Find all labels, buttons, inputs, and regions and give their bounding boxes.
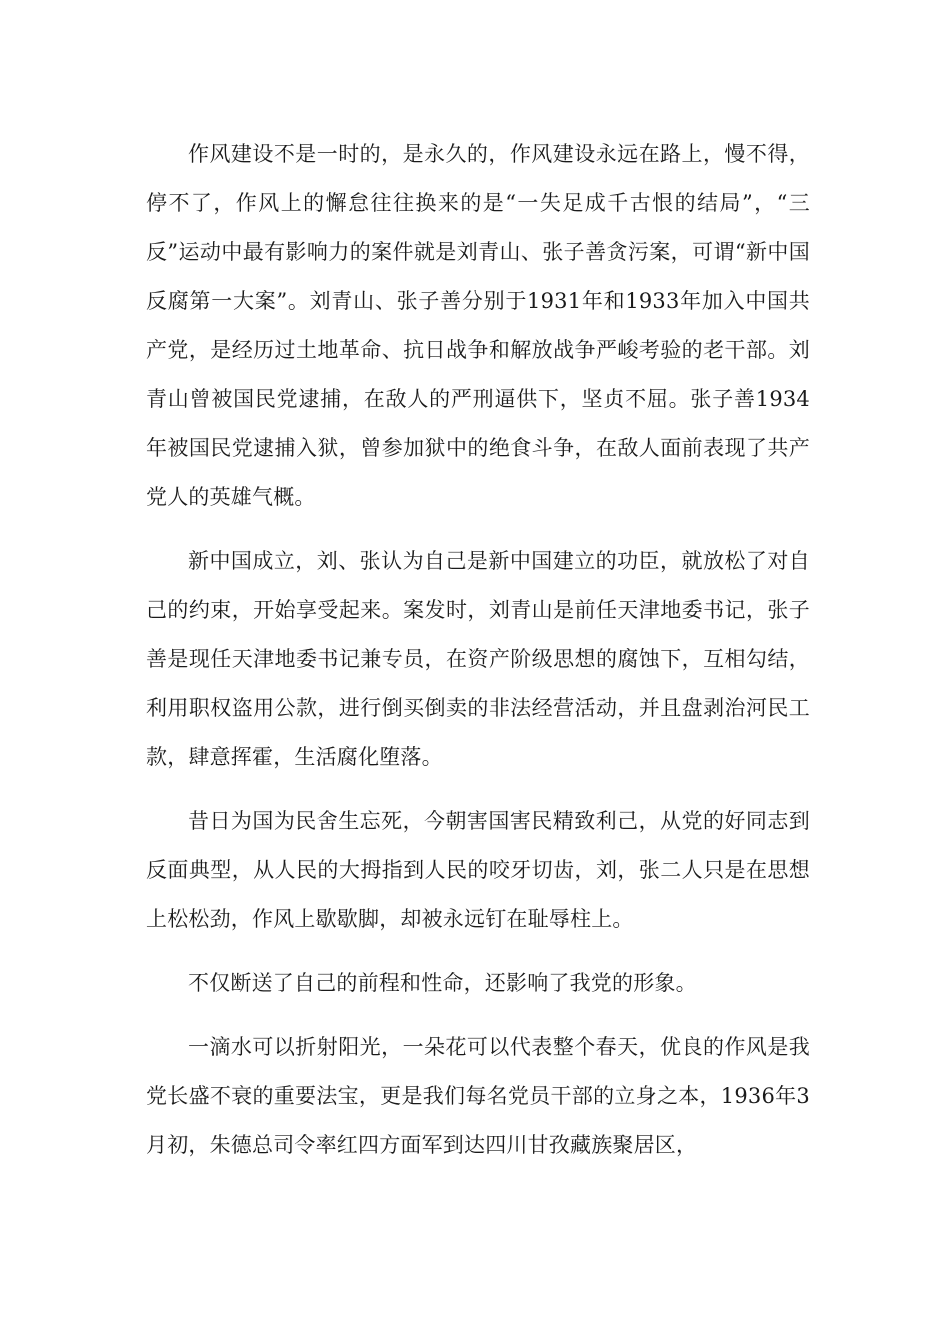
- paragraph-3: 昔日为国为民舍生忘死，今朝害国害民精致利己，从党的好同志到反面典型，从人民的大拇指到人民的咬牙切齿，刘，张二人只是在思想上松松劲，作风上歇歇脚，却被永远钉在耻辱柱上。: [146, 809, 810, 931]
- document-body: [146, 130, 810, 1185]
- paragraph-5: 一滴水可以折射阳光，一朵花可以代表整个春天，优良的作风是我党长盛不衰的重要法宝，更是我们每名党员干部的立身之本，1936年3月初，朱德总司令率红四方面军到达四川甘孜藏族聚居区，: [146, 1035, 810, 1157]
- paragraph-2: 新中国成立，刘、张认为自己是新中国建立的功臣，就放松了对自己的约束，开始享受起来。案发时，刘青山是前任天津地委书记，张子善是现任天津地委书记兼专员，在资产阶级思想的腐蚀下，互相勾结，利用职权盗用公款，进行倒买倒卖的非法经营活动，并且盘剥治河民工款，肆意挥霍，生活腐化堕落。: [146, 549, 810, 769]
- paragraph-4: 不仅断送了自己的前程和性命，还影响了我党的形象。: [188, 971, 697, 995]
- paragraph-1: 作风建设不是一时的，是永久的，作风建设永远在路上，慢不得，停不了，作风上的懈怠往往换来的是“一失足成千古恨的结局”，“三反”运动中最有影响力的案件就是刘青山、张子善贪污案，可谓“新中国反腐第一大案”。刘青山、张子善分别于1931年和1933年加入中国共产党，是经历过土地革命、抗日战争和解放战争严峻考验的老干部。刘青山曾被国民党逮捕，在敌人的严刑逼供下，坚贞不屈。张子善1934年被国民党逮捕入狱，曾参加狱中的绝食斗争，在敌人面前表现了共产党人的英雄气概。: [146, 142, 810, 509]
